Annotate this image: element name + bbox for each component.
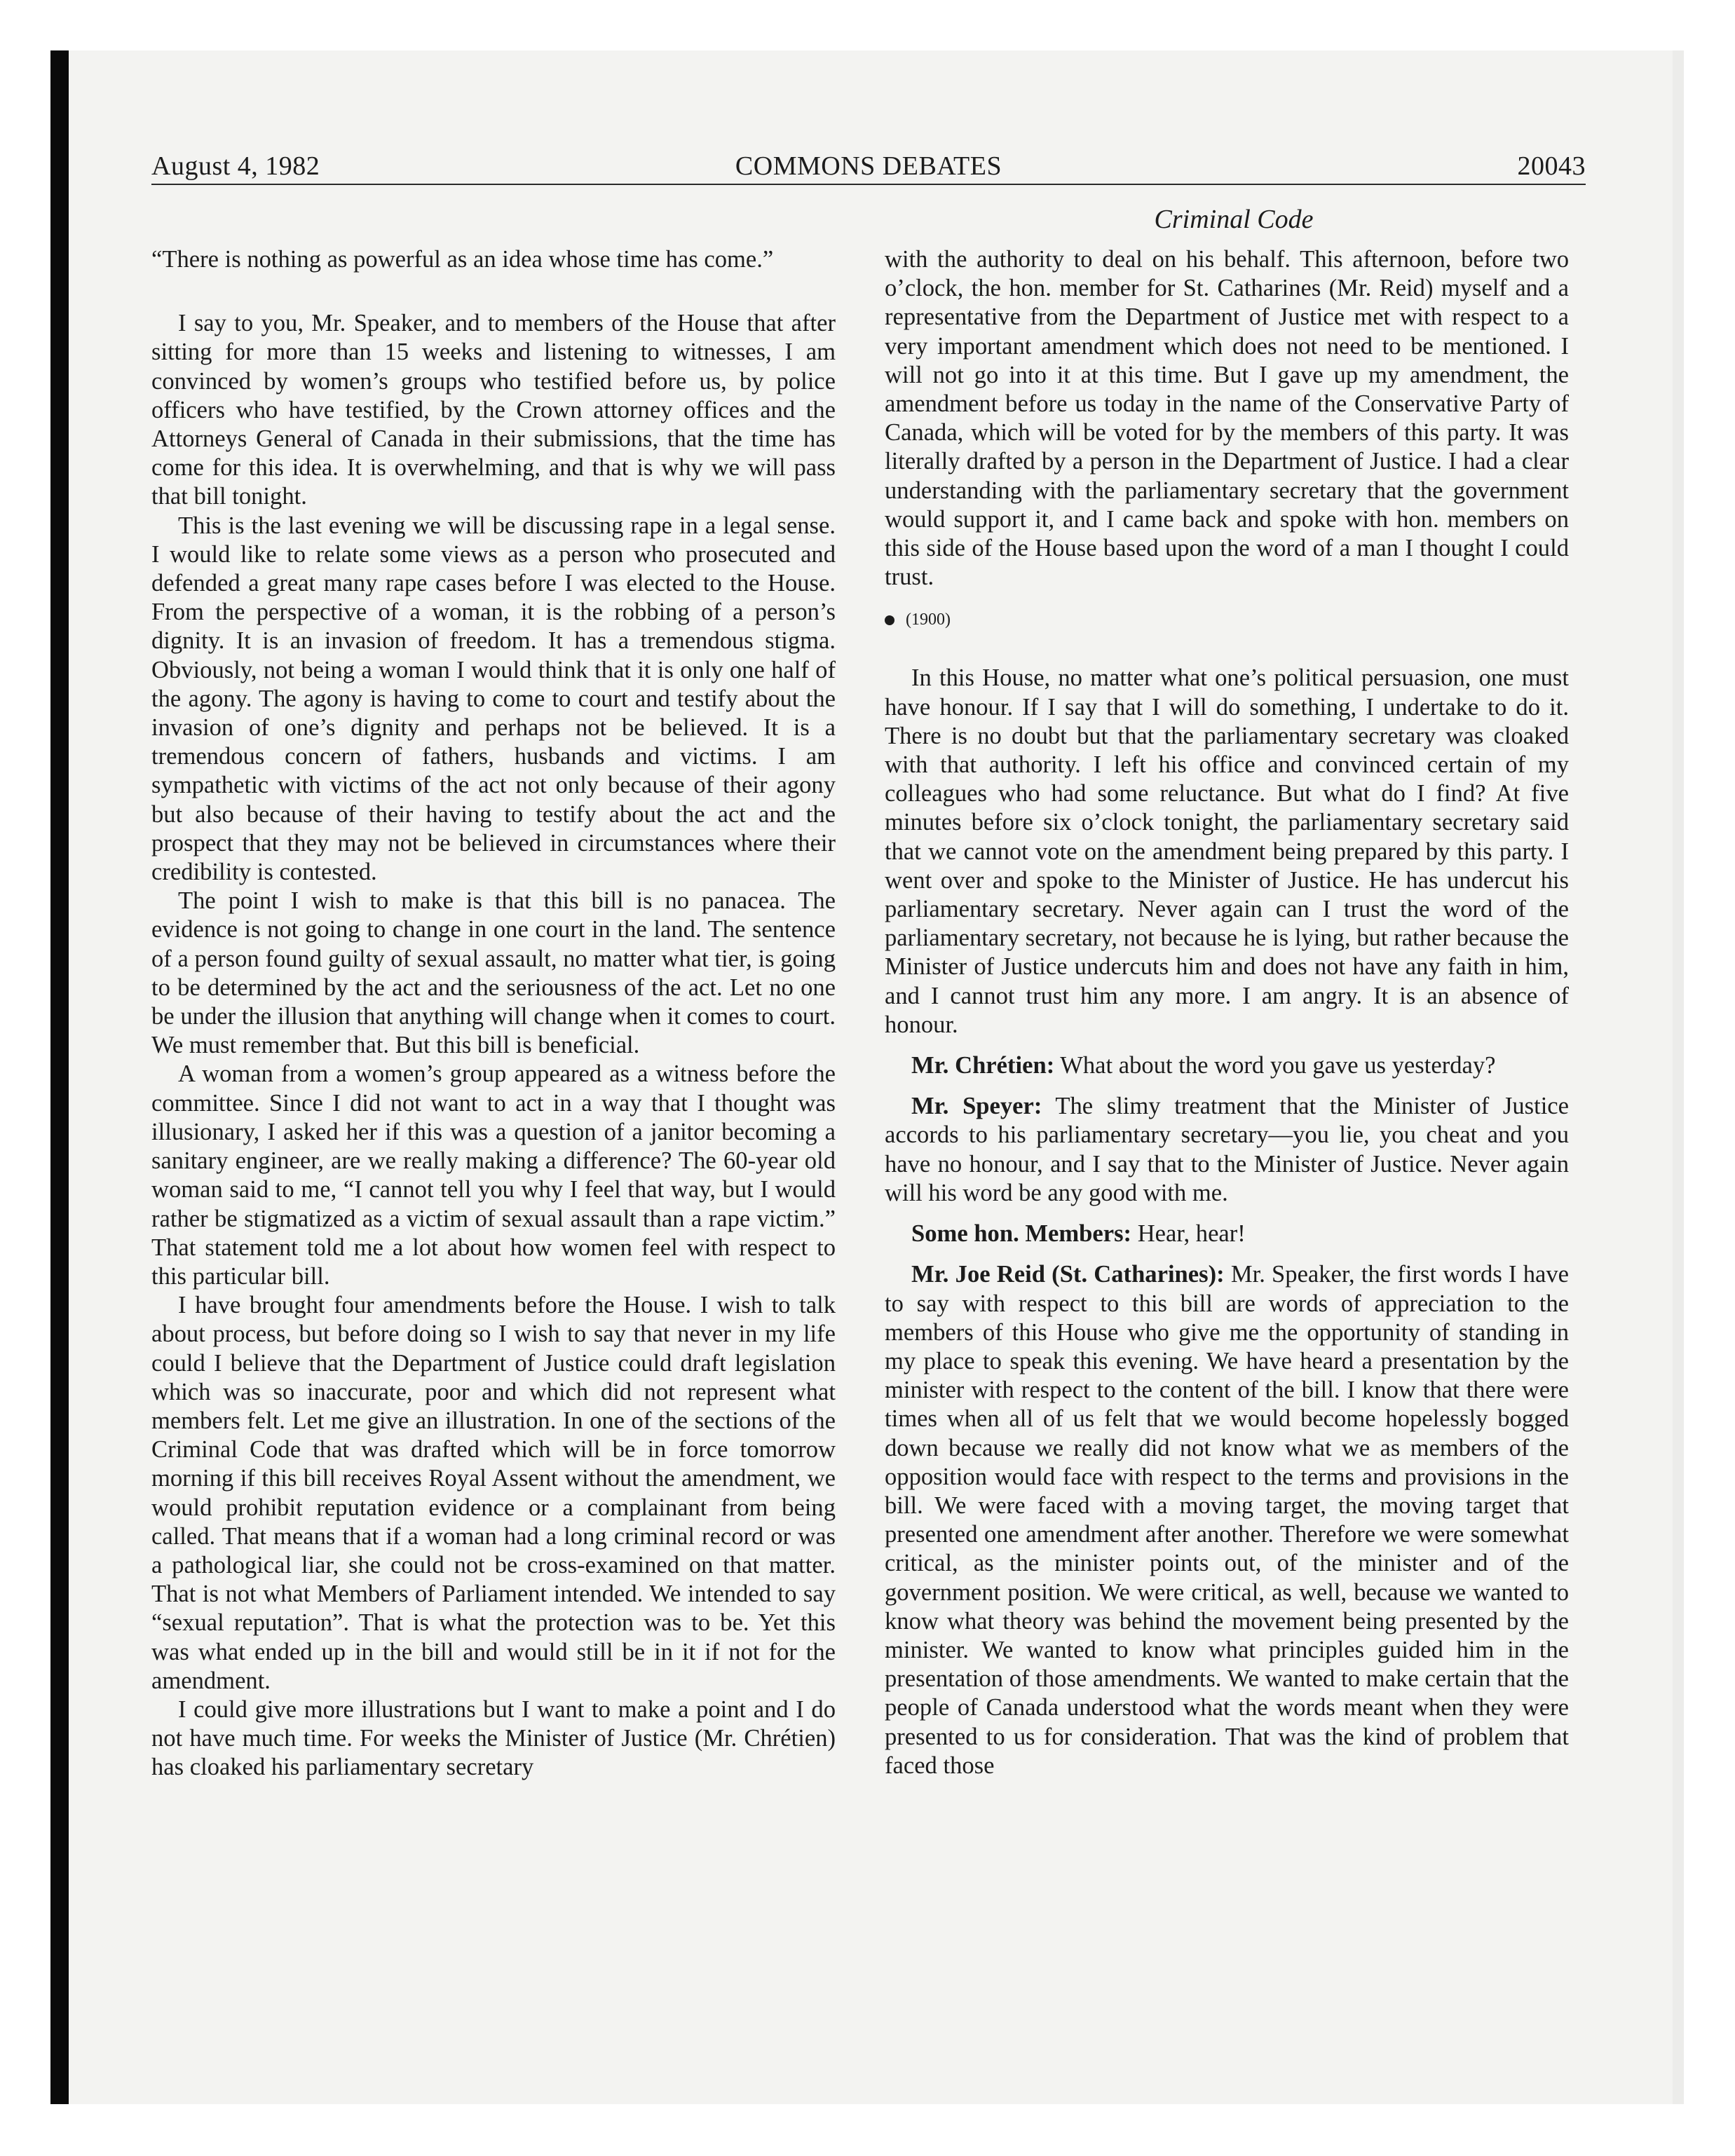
timestamp-marker xyxy=(885,606,1569,634)
page-edge xyxy=(1673,50,1684,2104)
speech-text: Mr. Speaker, the first words I have to say with respect to this bill are words of appreciation to the members of this House who give me the opportunity of standing in my place to speak this evening. We have heard a presentation by the minister with respect to the content of the bill. I know that there were times when all of us felt that we would become hopelessly bogged down because we really did not know what we as members of the opposition would face with respect to the terms and provisions in the bill. We were faced with a moving target, the moving target that presented one amendment after another. Therefore we were somewhat critical, as the minister points out, of the minister and of the government position. We were critical, as well, because we wanted to know what theory was behind the movement being presented by the minister. We wanted to know what principles guided him in the presentation of those amendments. We wanted to make certain that the people of Canada understood what the words meant when they were presented to us for consideration. That was the kind of problem that faced those xyxy=(885,1261,1569,1779)
header-rule xyxy=(151,184,1586,185)
section-title: Criminal Code xyxy=(1154,205,1314,234)
header-date: August 4, 1982 xyxy=(151,151,320,181)
paragraph: The point I wish to make is that this bill is no panacea. The evidence is not going to change in one court in the land. The sentence of a person found guilty of sexual assault, no matter what tier, is going to be determined by the act and the seriousness of the act. Let no one be under the illusion that anything will change when it comes to court. We must remember that. But this bill is beneficial. xyxy=(151,887,836,1059)
speaker-name: Mr. Speyer: xyxy=(911,1093,1042,1120)
paragraph: In this House, no matter what one’s political persuasion, one must have honour. If I say that I will do something, I undertake to do it. There is no doubt but that the parliamentary secretary was cloaked with that authority. I left his office and convinced certain of my colleagues who had some reluctance. But what do I find? At five minutes before six o’clock tonight, the parliamentary secretary said that we cannot vote on the amendment being prepared by this party. I went over and spoke to the Minister of Justice. He has undercut his parliamentary secretary. Never again can I trust the word of the parliamentary secretary, not because he is lying, but rather because the Minister of Justice undercuts him and does not have any faith in him, and I cannot trust him any more. I am angry. It is an absence of honour. xyxy=(885,664,1569,1038)
paragraph: with the authority to deal on his behalf. This afternoon, before two o’clock, the hon. member for St. Catharines (Mr. Reid) myself and a representative from the Department of Justice met with respect to a very important amendment which does not need to be mentioned. I will not go into it at this time. But I gave up my amendment, the amendment before us today in the name of the Conservative Party of Canada, which will be voted for by the members of this party. It was literally drafted by a person in the Department of Justice. I had a clear understanding with the parliamentary secretary that the government would support it, and I came back and spoke with hon. members on this side of the House based upon the word of a man I thought I could trust. xyxy=(885,246,1569,591)
paragraph: I say to you, Mr. Speaker, and to members of the House that after sitting for more than 15 weeks and listening to witnesses, I am convinced by women’s groups who testified before us, by police officers who have testified, by the Crown attorney offices and the Attorneys General of Canada in their submissions, that the time has come for this idea. It is overwhelming, and that is why we will pass that bill tonight. xyxy=(151,310,836,510)
paragraph: “There is nothing as powerful as an idea whose time has come.” xyxy=(151,246,774,273)
right-column xyxy=(885,245,1569,1780)
speech-reid xyxy=(885,1260,1569,1780)
speech-chretien xyxy=(885,1051,1569,1080)
paragraph: I could give more illustrations but I want to make a point and I do not have much time. For weeks the Minister of Justice (Mr. Chrétien) has cloaked his parliamentary secretary xyxy=(151,1696,836,1781)
bullet-icon xyxy=(885,615,894,625)
running-header xyxy=(151,147,1586,185)
speech-text: What about the word you gave us yesterday? xyxy=(1054,1052,1496,1079)
publication-title: COMMONS DEBATES xyxy=(735,151,1002,181)
paragraph: A woman from a women’s group appeared as a witness before the committee. Since I did not want to act in a way that I thought was illusionary, I asked her if this was a question of a janitor becoming a sanitary engineer, are we really making a difference? The 60-year old woman said to me, “I cannot tell you why I feel that way, but I would rather be stigmatized as a victim of sexual assault than a rape victim.” That statement told me a lot about how women feel with respect to this particular bill. xyxy=(151,1060,836,1290)
speech-text: The slimy treatment that the Minister of Justice accords to his parliamentary secretary—you lie, you cheat and you have no honour, and I say that to the Minister of Justice. Never again will his word be any good with me. xyxy=(885,1093,1570,1206)
speaker-name: Mr. Joe Reid (St. Catharines): xyxy=(911,1261,1225,1288)
speaker-name: Some hon. Members: xyxy=(911,1220,1132,1248)
timestamp-text: (1900) xyxy=(906,610,951,629)
speech-speyer xyxy=(885,1092,1569,1208)
left-column xyxy=(151,245,836,1782)
page-number: 20043 xyxy=(1517,151,1586,181)
binding-edge xyxy=(50,50,69,2104)
speech-text: Hear, hear! xyxy=(1131,1220,1246,1248)
paragraph: I have brought four amendments before the House. I wish to talk about process, but before doing so I wish to say that never in my life could I believe that the Department of Justice could draft legislation which was so inaccurate, poor and which did not represent what members felt. Let me give an illustration. In one of the sections of the Criminal Code that was drafted which will be in force tomorrow morning if this bill receives Royal Assent without the amendment, we would prohibit reputation evidence or a complainant from being called. That means that if a woman had a long criminal record or was a pathological liar, she could not be cross-examined on that matter. That is not what Members of Parliament intended. We intended to say “sexual reputation”. That is what the protection was to be. Yet this was what ended up in the bill and would still be in it if not for the amendment. xyxy=(151,1292,836,1694)
paragraph: This is the last evening we will be discussing rape in a legal sense. I would like to relate some views as a person who prosecuted and defended a great many rape cases before I was elected to the House. From the perspective of a woman, it is the robbing of a person’s dignity. It is an invasion of freedom. It has a tremendous stigma. Obviously, not being a woman I would think that it is only one half of the agony. The agony is having to come to court and testify about the invasion of one’s dignity and perhaps not be believed. It is a tremendous concern of fathers, husbands and victims. I am sympathetic with victims of the act not only because of their agony but also because of their having to testify about the act and the prospect that they may not be believed in circumstances where their credibility is contested. xyxy=(151,512,836,886)
speaker-name: Mr. Chrétien: xyxy=(911,1052,1055,1079)
speech-members xyxy=(885,1220,1569,1248)
